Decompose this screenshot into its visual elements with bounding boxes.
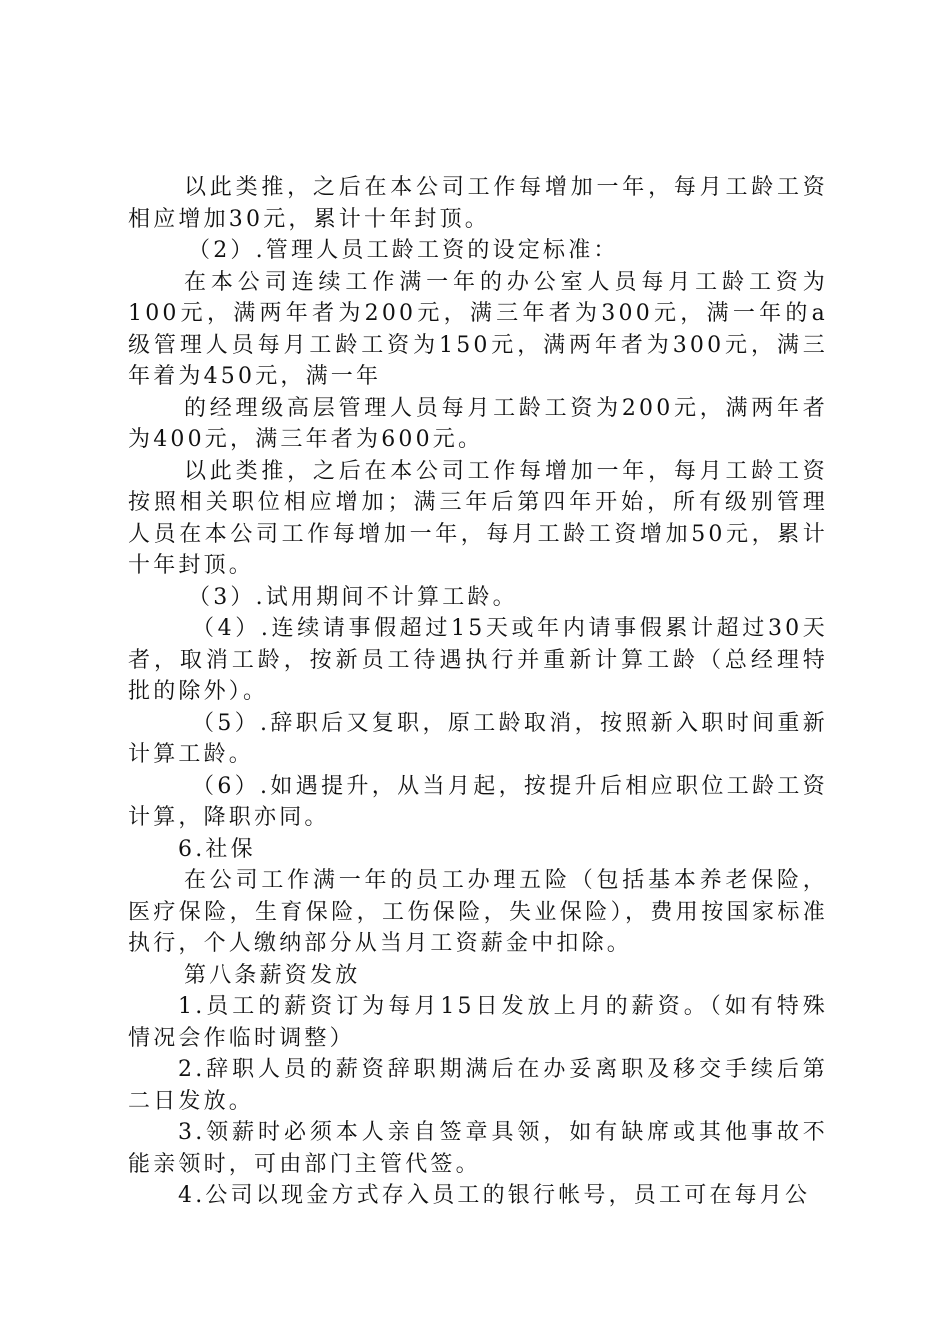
paragraph-office-staff-seniority: 在本公司连续工作满一年的办公室人员每月工龄工资为100元，满两年者为200元，满三年者为300元，满一年的a级管理人员每月工龄工资为150元，满两年者为300元，满三年着为450元，满一年 bbox=[128, 269, 828, 389]
paragraph-probation: （3）.试用期间不计算工龄。 bbox=[188, 584, 518, 610]
paragraph-resignation-pay: 2.辞职人员的薪资辞职期满后在办妥离职及移交手续后第二日发放。 bbox=[128, 1057, 828, 1114]
paragraph-leave-rule: （4）.连续请事假超过15天或年内请事假累计超过30天者，取消工龄，按新员工待遇执行并重新计算工龄（总经理特批的除外）。 bbox=[128, 616, 828, 704]
paragraph-bank-deposit: 4.公司以现金方式存入员工的银行帐号，员工可在每月公 bbox=[178, 1183, 811, 1208]
paragraph-rehire-rule: （5）.辞职后又复职，原工龄取消，按照新入职时间重新计算工龄。 bbox=[128, 710, 828, 767]
heading-social-insurance: 6.社保 bbox=[178, 836, 256, 862]
paragraph-pay-date: 1.员工的薪资订为每月15日发放上月的薪资。（如有特殊情况会作临时调整） bbox=[128, 994, 828, 1051]
paragraph-management-increase: 以此类推，之后在本公司工作每增加一年，每月工龄工资按照相关职位相应增加；满三年后第四年开始，所有级别管理人员在本公司工作每增加一年，每月工龄工资增加50元，累计十年封顶。 bbox=[128, 458, 828, 578]
paragraph-management-standard-heading: （2）.管理人员工龄工资的设定标准： bbox=[188, 238, 619, 263]
paragraph-social-insurance: 在公司工作满一年的员工办理五险（包括基本养老保险，医疗保险，生育保险，工伤保险，失业保险），费用按国家标准执行，个人缴纳部分从当月工资薪金中扣除。 bbox=[128, 868, 828, 956]
paragraph-promotion-rule: （6）.如遇提升，从当月起，按提升后相应职位工龄工资计算，降职亦同。 bbox=[128, 773, 828, 830]
heading-article-8: 第八条薪资发放 bbox=[184, 962, 361, 988]
paragraph-seniority-increase: 以此类推，之后在本公司工作每增加一年，每月工龄工资相应增加30元，累计十年封顶。 bbox=[128, 175, 828, 232]
document-body bbox=[128, 172, 828, 1212]
paragraph-pay-collection: 3.领薪时必须本人亲自签章具领，如有缺席或其他事故不能亲领时，可由部门主管代签。 bbox=[128, 1120, 828, 1177]
paragraph-manager-seniority: 的经理级高层管理人员每月工龄工资为200元，满两年者为400元，满三年者为600元。 bbox=[128, 395, 828, 452]
